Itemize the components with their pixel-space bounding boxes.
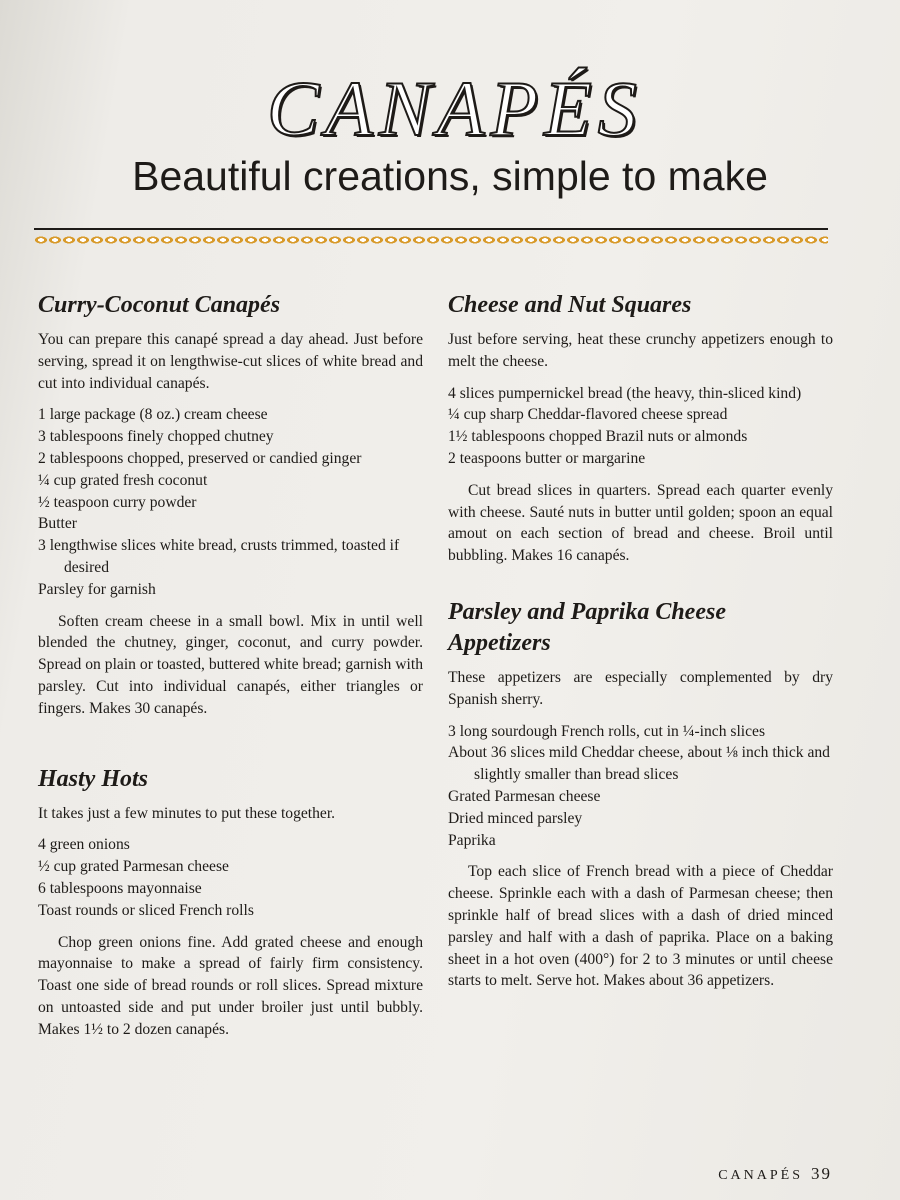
recipe-title: Hasty Hots [38, 765, 149, 792]
page-footer [718, 1164, 832, 1184]
recipe-hasty-hots [38, 764, 423, 1041]
recipe-parsley-and-paprika-cheese-appetizers [448, 597, 833, 992]
ingredient: 3 long sourdough French rolls, cut in ¼-inch slices [448, 722, 766, 740]
page-header [0, 65, 900, 199]
recipe-method: Cut bread slices in quarters. Spread each quarter evenly with cheese. Sauté nuts in butter until golden; spoon an equal amout on each section of bread and cheese. Broil until bubbling. Makes 16 canapés. [448, 481, 833, 565]
recipe-cheese-and-nut-squares [448, 290, 833, 567]
ingredient: Paprika [448, 831, 496, 849]
recipe-intro: Just before serving, heat these crunchy appetizers enough to melt the cheese. [448, 331, 833, 370]
page-number: 39 [811, 1164, 832, 1183]
recipe-title: Parsley and Paprika Cheese Appetizers [448, 598, 726, 656]
recipe-title: Cheese and Nut Squares [448, 292, 692, 318]
ingredient-list [448, 721, 833, 852]
ingredient: ½ cup grated Parmesan cheese [38, 858, 229, 876]
recipe-curry-coconut-canapes [38, 290, 423, 720]
ingredient-list [38, 834, 423, 921]
ingredient: Toast rounds or sliced French rolls [38, 901, 254, 919]
ingredient: 3 tablespoons finely chopped chutney [38, 428, 274, 446]
ingredient: 2 tablespoons chopped, preserved or candied ginger [38, 449, 362, 467]
ingredient: Butter [38, 515, 77, 533]
page-subtitle: Beautiful creations, simple to make [132, 153, 768, 199]
ingredient: 3 lengthwise slices white bread, crusts trimmed, toasted if desired [38, 537, 400, 576]
ingredient: 1½ tablespoons chopped Brazil nuts or almonds [448, 428, 748, 446]
ingredient: 4 slices pumpernickel bread (the heavy, thin-sliced kind) [448, 384, 802, 402]
ingredient: ¼ cup sharp Cheddar-flavored cheese spread [448, 406, 728, 424]
ingredient-list [448, 383, 833, 470]
left-column [38, 290, 423, 1041]
ingredient-list [38, 404, 423, 600]
ingredient: Parsley for garnish [38, 580, 156, 598]
recipe-intro: You can prepare this canapé spread a day ahead. Just before serving, spread it on lengthwise-cut slices of white bread and cut into individual canapés. [38, 331, 423, 392]
ingredient: About 36 slices mild Cheddar cheese, about ⅛ inch thick and slightly smaller than bread slices [448, 744, 830, 784]
ingredient: ½ teaspoon curry powder [38, 493, 197, 511]
header-rule [34, 228, 828, 230]
recipe-method: Chop green onions fine. Add grated cheese and enough mayonnaise to make a spread of fairly firm consistency. Toast one side of bread rounds or roll slices. Spread mixture on untoasted side and put under broiler just until bubbly. Makes 1½ to 2 dozen canapés. [38, 933, 423, 1038]
ingredient: Grated Parmesan cheese [448, 787, 601, 805]
recipe-intro: It takes just a few minutes to put these together. [38, 804, 336, 822]
decorative-border [34, 234, 828, 246]
ingredient: 2 teaspoons butter or margarine [448, 449, 646, 467]
ingredient: Dried minced parsley [448, 809, 583, 827]
recipe-intro: These appetizers are especially complemented by dry Spanish sherry. [448, 668, 833, 708]
recipe-method: Top each slice of French bread with a piece of Cheddar cheese. Sprinkle each with a dash of Parmesan cheese; then sprinkle half of bread slices with a dash of dried minced parsley and half with a dash of paprika. Place on a baking sheet in a hot oven (400°) for 2 to 3 minutes or until cheese starts to melt. Serve hot. Makes about 36 appetizers. [448, 863, 833, 990]
right-column [448, 290, 833, 992]
ingredient: 6 tablespoons mayonnaise [38, 879, 202, 897]
ingredient: 1 large package (8 oz.) cream cheese [38, 406, 268, 424]
recipe-title: Curry-Coconut Canapés [38, 292, 281, 318]
ingredient: 4 green onions [38, 836, 130, 854]
page-title: CANAPÉS [267, 65, 643, 152]
ingredient: ¼ cup grated fresh coconut [38, 471, 208, 489]
recipe-method: Soften cream cheese in a small bowl. Mix in until well blended the chutney, ginger, coconut, and curry powder. Spread on plain or toasted, buttered white bread; garnish with parsley. Cut into individual canapés, either triangles or fingers. Makes 30 canapés. [38, 612, 423, 717]
section-name: CANAPÉS [718, 1168, 803, 1183]
